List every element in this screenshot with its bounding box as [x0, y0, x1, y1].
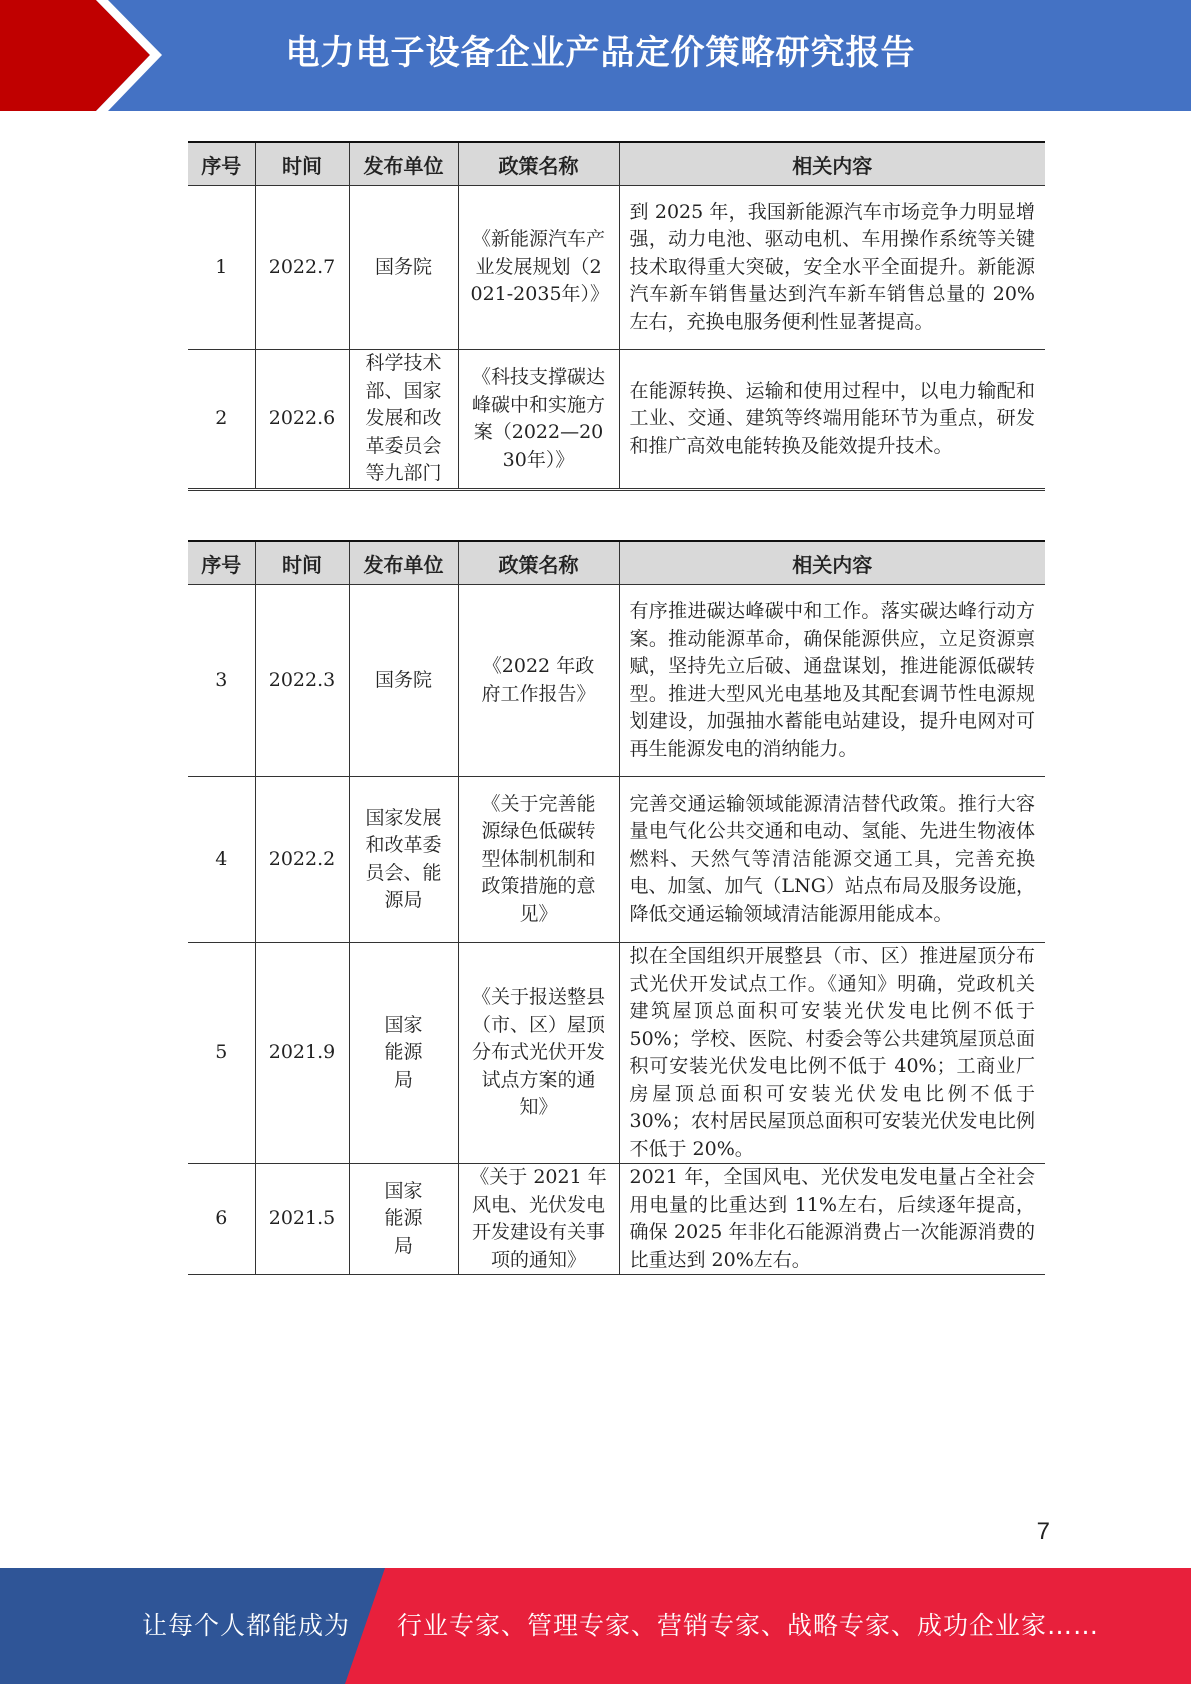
page-footer	[0, 1568, 1191, 1684]
row-time: 2022.2	[255, 777, 349, 943]
page-header	[0, 0, 1191, 111]
header-content: 相关内容	[619, 142, 1045, 186]
row-time: 2022.7	[255, 186, 349, 350]
table-header-row	[188, 541, 1045, 585]
header-time: 时间	[255, 541, 349, 585]
row-publisher: 国家能源局	[349, 943, 458, 1164]
row-time: 2021.5	[255, 1164, 349, 1275]
row-index: 5	[188, 943, 255, 1164]
row-index: 1	[188, 186, 255, 350]
table-header-row	[188, 142, 1045, 186]
header-time: 时间	[255, 142, 349, 186]
header-policy: 政策名称	[458, 541, 619, 585]
table-row	[188, 585, 1045, 777]
row-policy: 《关于报送整县（市、区）屋顶分布式光伏开发试点方案的通知》	[458, 943, 619, 1164]
row-publisher: 科学技术部、国家发展和改革委员会等九部门	[349, 350, 458, 490]
row-time: 2022.6	[255, 350, 349, 490]
row-publisher: 国务院	[349, 585, 458, 777]
policy-table-1	[188, 141, 1045, 491]
header-index: 序号	[188, 142, 255, 186]
policy-table-2	[188, 540, 1045, 1275]
row-index: 2	[188, 350, 255, 490]
table-row	[188, 350, 1045, 490]
table-row	[188, 1164, 1045, 1275]
row-policy: 《科技支撑碳达峰碳中和实施方案（2022—2030年）》	[458, 350, 619, 490]
header-content: 相关内容	[619, 541, 1045, 585]
row-policy: 《关于 2021 年风电、光伏发电开发建设有关事项的通知》	[458, 1164, 619, 1275]
table-row	[188, 186, 1045, 350]
header-policy: 政策名称	[458, 142, 619, 186]
row-index: 4	[188, 777, 255, 943]
row-content: 拟在全国组织开展整县（市、区）推进屋顶分布式光伏开发试点工作。《通知》明确，党政机关建筑屋顶总面积可安装光伏发电比例不低于 50%；学校、医院、村委会等公共建筑屋顶总面积可安装光伏发电比例不低于 40%；工商业厂房屋顶总面积可安装光伏发电比例不低于 30%；农村居民屋顶总面积可安装光伏发电比例不低于 20%。	[619, 943, 1045, 1164]
row-policy: 《2022 年政府工作报告》	[458, 585, 619, 777]
footer-slogan-left: 让每个人都能成为	[142, 1611, 351, 1640]
row-content: 完善交通运输领域能源清洁替代政策。推行大容量电气化公共交通和电动、氢能、先进生物液体燃料、天然气等清洁能源交通工具，完善充换电、加氢、加气（LNG）站点布局及服务设施，降低交通运输领域清洁能源用能成本。	[619, 777, 1045, 943]
row-content: 到 2025 年，我国新能源汽车市场竞争力明显增强，动力电池、驱动电机、车用操作系统等关键技术取得重大突破，安全水平全面提升。新能源汽车新车销售量达到汽车新车销售总量的 20%左右，充换电服务便利性显著提高。	[619, 186, 1045, 350]
row-content: 2021 年，全国风电、光伏发电发电量占全社会用电量的比重达到 11%左右，后续逐年提高，确保 2025 年非化石能源消费占一次能源消费的比重达到 20%左右。	[619, 1164, 1045, 1275]
header-publisher: 发布单位	[349, 142, 458, 186]
header-publisher: 发布单位	[349, 541, 458, 585]
row-policy: 《新能源汽车产业发展规划（2021-2035年）》	[458, 186, 619, 350]
row-policy: 《关于完善能源绿色低碳转型体制机制和政策措施的意见》	[458, 777, 619, 943]
row-time: 2021.9	[255, 943, 349, 1164]
table-row	[188, 777, 1045, 943]
row-content: 在能源转换、运输和使用过程中，以电力输配和工业、交通、建筑等终端用能环节为重点，研发和推广高效电能转换及能效提升技术。	[619, 350, 1045, 490]
row-index: 6	[188, 1164, 255, 1275]
header-index: 序号	[188, 541, 255, 585]
row-index: 3	[188, 585, 255, 777]
row-publisher: 国家发展和改革委员会、能源局	[349, 777, 458, 943]
footer-slogan-right: 行业专家、管理专家、营销专家、战略专家、成功企业家……	[397, 1611, 1100, 1640]
page-number: 7	[1036, 1518, 1050, 1545]
table-row	[188, 943, 1045, 1164]
report-title: 电力电子设备企业产品定价策略研究报告	[285, 33, 916, 73]
row-publisher: 国务院	[349, 186, 458, 350]
row-time: 2022.3	[255, 585, 349, 777]
row-content: 有序推进碳达峰碳中和工作。落实碳达峰行动方案。推动能源革命，确保能源供应，立足资源禀赋，坚持先立后破、通盘谋划，推进能源低碳转型。推进大型风光电基地及其配套调节性电源规划建设，加强抽水蓄能电站建设，提升电网对可再生能源发电的消纳能力。	[619, 585, 1045, 777]
row-publisher: 国家能源局	[349, 1164, 458, 1275]
